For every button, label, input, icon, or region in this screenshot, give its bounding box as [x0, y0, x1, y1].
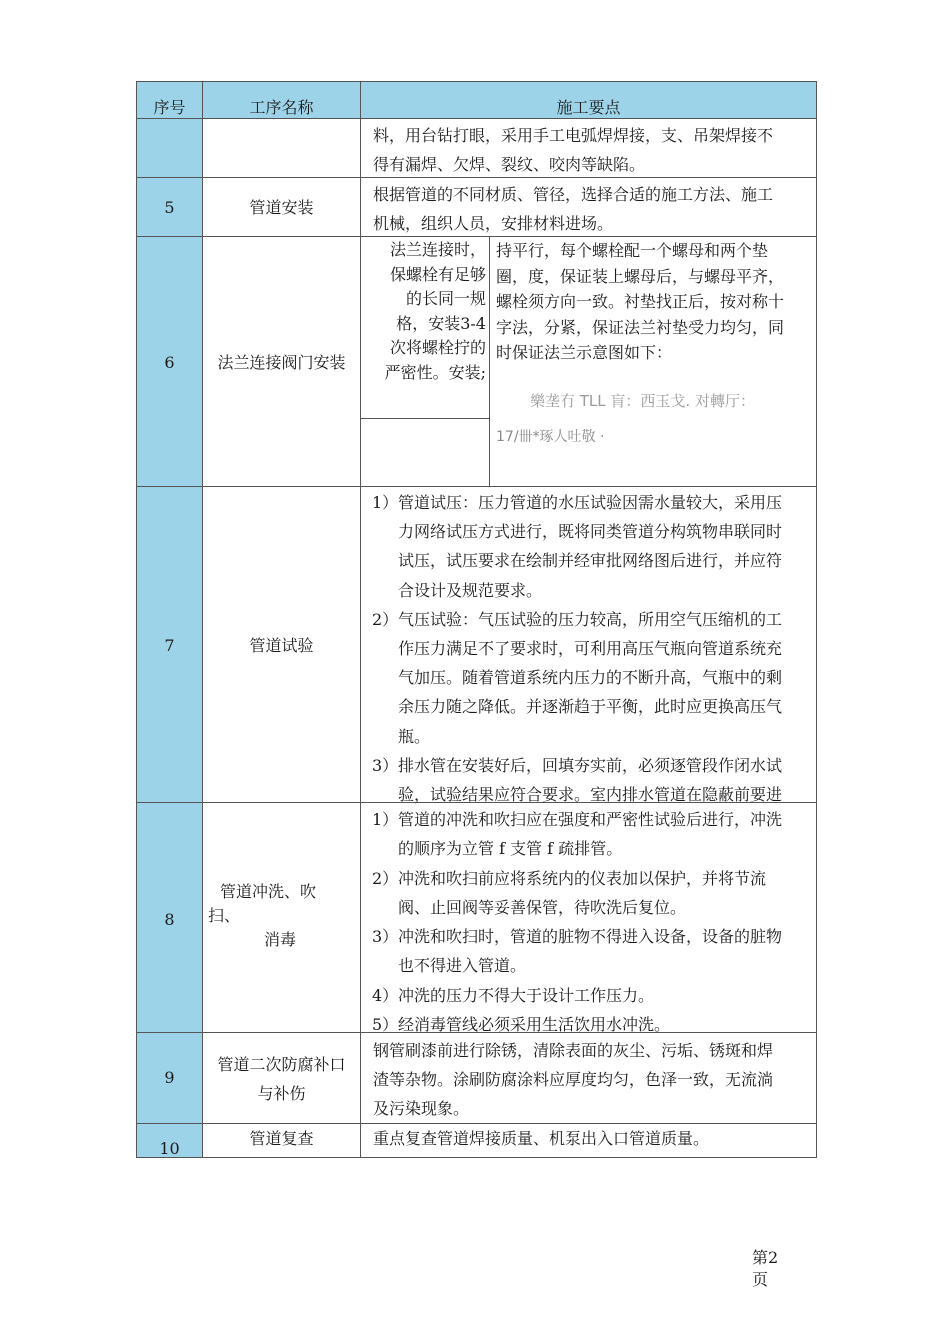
- list-item: [372, 488, 812, 605]
- list-item: [372, 864, 812, 923]
- row5-seq: 5: [164, 198, 175, 217]
- row6-right-line: 字法，分紧，保证法兰衬垫受力均匀，同: [496, 317, 785, 337]
- row6-left-subcell: [362, 238, 486, 385]
- list-number: 5）: [372, 1015, 399, 1035]
- row8-content: [372, 805, 812, 1039]
- list-line: 气压试验：气压试验的压力较高，所用空气压缩机的工: [398, 609, 783, 629]
- page-number-line2: 页: [752, 1270, 769, 1289]
- list-item: [372, 1010, 812, 1039]
- list-line: 冲洗和吹扫时，管道的脏物不得进入设备，设备的脏物: [398, 927, 783, 947]
- row6-left-line: 法兰连接时，: [389, 240, 486, 259]
- continuation-text-line2: 得有漏焊、欠焊、裂纹、咬肉等缺陷。: [373, 155, 646, 174]
- row6-right-subcell: [496, 238, 814, 366]
- list-number: 2）: [372, 609, 399, 629]
- row6-left-line: 的长同一规: [405, 289, 486, 308]
- list-line: 排水管在安装好后，回填夯实前，必须逐管段作闭水试: [398, 755, 783, 775]
- row9-name-line1: 管道二次防腐补口: [217, 1055, 346, 1074]
- row6-name: 法兰连接阀门安装: [217, 353, 346, 372]
- list-line: 也不得进入管道。: [398, 956, 527, 976]
- list-item: [372, 981, 812, 1010]
- row6-left-line: 严密性。安装;: [384, 362, 486, 382]
- row6-left-line: 次将螺栓拧的: [389, 338, 486, 357]
- header-seq: 序号: [153, 98, 186, 117]
- row8-name: [208, 880, 358, 952]
- list-item: [372, 751, 812, 809]
- row8-seq: 8: [164, 910, 175, 929]
- row8-name-line3: 消毒: [264, 930, 297, 949]
- row8-name-line2: 扫、: [208, 906, 241, 925]
- list-line: 力网络试压方式进行，既将同类管道分构筑物串联同时: [398, 522, 783, 542]
- row10-name: 管道复查: [249, 1129, 314, 1148]
- list-number: 4）: [372, 985, 399, 1005]
- flange-diagram-caption-2: 17/卌*琢人吐敬 ·: [496, 429, 605, 445]
- list-line: 冲洗和吹扫前应将系统内的仪表加以保护，并将节流: [398, 868, 767, 888]
- list-line: 余压力随之降低。并逐渐趋于平衡，此时应更换高压气: [398, 697, 783, 717]
- row6-right-line: 时保证法兰示意图如下：: [496, 343, 673, 362]
- flange-diagram-caption: 樂垄冇 TLL 肓：西玉戈. 对轉厅：: [530, 392, 755, 410]
- list-line: 管道试压：压力管道的水压试验因需水量较大，采用压: [398, 493, 783, 512]
- row10-seq: 10: [159, 1139, 180, 1158]
- list-line: 瓶。: [398, 726, 431, 746]
- row5-text-line1: 根据管道的不同材质、管径，选择合适的施工方法、施工: [373, 185, 774, 204]
- list-line: 管道的冲洗和吹扫应在强度和严密性试验后进行，冲洗: [398, 810, 783, 829]
- row7-name: 管道试验: [249, 636, 314, 655]
- list-number: 1）: [372, 810, 399, 829]
- row7-seq: 7: [164, 636, 175, 655]
- list-line: 的顺序为立管 f 支管 f 疏排管。: [398, 839, 623, 859]
- row6-right-line: 圈，度，保证装上螺母后，与螺母平齐，: [496, 266, 785, 286]
- list-line: 经消毒管线必须采用生活饮用水冲洗。: [398, 1015, 671, 1035]
- row6-seq: 6: [164, 353, 175, 372]
- row5-name: 管道安装: [249, 198, 314, 217]
- list-number: 2）: [372, 868, 399, 888]
- list-line: 验，试验结果应符合要求。室内排水管道在隐蔽前要进: [398, 785, 783, 805]
- list-line: 冲洗的压力不得大于设计工作压力。: [398, 985, 655, 1005]
- header-process-name: 工序名称: [249, 98, 314, 117]
- list-item: [372, 922, 812, 981]
- row5-text-line2: 机械，组织人员，安排材料进场。: [373, 214, 614, 233]
- page-number-line1: 第2: [752, 1248, 779, 1267]
- row9-name: [203, 1050, 360, 1108]
- header-construction-points: 施工要点: [556, 98, 621, 117]
- row6-left-line: 保螺栓有足够: [389, 264, 486, 284]
- list-line: 作压力满足不了要求时，可利用高压气瓶向管道系统充: [398, 639, 783, 659]
- list-line: 合设计及规范要求。: [398, 580, 543, 600]
- list-number: 3）: [372, 927, 399, 947]
- list-number: 1）: [372, 493, 399, 512]
- row9-name-line2: 与补伤: [257, 1084, 306, 1103]
- row7-content: [372, 488, 812, 809]
- continuation-text-line1: 料，用台钻打眼，采用手工电弧焊焊接，支、吊架焊接不: [373, 126, 774, 145]
- row6-right-line: 螺栓须方向一致。衬垫找正后，按对称十: [496, 292, 785, 311]
- list-item: [372, 805, 812, 864]
- row9-seq: 9: [164, 1068, 175, 1087]
- list-line: 气加压。随着管道系统内压力的不断升高，气瓶中的剩: [398, 668, 783, 688]
- row9-content: [373, 1036, 813, 1123]
- row9-line: 渣等杂物。涂刷防腐涂料应厚度均匀，色泽一致，无流淌: [373, 1070, 774, 1089]
- page-number: [752, 1247, 778, 1291]
- row9-line: 钢管刷漆前进行除锈，清除表面的灰尘、污垢、锈斑和焊: [373, 1041, 774, 1060]
- row8-name-line1: 管道冲洗、吹: [220, 882, 317, 901]
- list-item: [372, 605, 812, 751]
- row10-text: 重点复查管道焊接质量、机泵出入口管道质量。: [373, 1129, 710, 1148]
- seq-column-fill: [137, 82, 202, 1157]
- row6-right-line: 持平行，每个螺栓配一个螺母和两个垫: [496, 241, 769, 260]
- row9-line: 及污染现象。: [373, 1099, 470, 1118]
- list-number: 3）: [372, 755, 399, 775]
- list-line: 阀、止回阀等妥善保管，待吹洗后复位。: [398, 897, 687, 917]
- row6-left-line: 格，安装3-4: [396, 313, 486, 333]
- list-line: 试压，试压要求在绘制并经审批网络图后进行，并应符: [398, 551, 783, 571]
